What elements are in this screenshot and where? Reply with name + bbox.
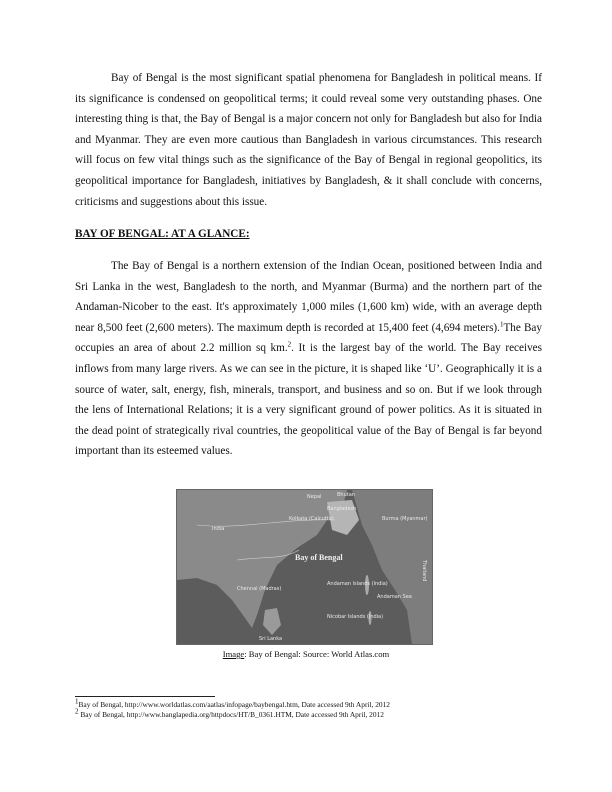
- footnote-1: [75, 697, 390, 709]
- bay-of-bengal-map: [176, 489, 433, 645]
- map-label-bay: Bay of Bengal: [295, 553, 343, 562]
- map-label-kolkata: Kolkata (Calcutta): [289, 516, 334, 522]
- footnote-1-text: Bay of Bengal, http://www.worldatlas.com/aatlas/infopage/baybengal.htm, Date accessed 9th April, 2012: [78, 700, 390, 709]
- intro-paragraph-text: Bay of Bengal is the most significant spatial phenomena for Bangladesh in political means. If its significance is condensed on geopolitical terms; it could reveal some very outstanding phases. One interesting thing is that, the Bay of Bengal is a major concern not only for Bangladesh but also for India and Myanmar. They are even more cautious than Bangladesh in various circumstances. This research will focus on few vital things such as the significance of the Bay of Bengal in regional geopolitics, its geopolitical importance for Bangladesh, initiatives by Bangladesh, & it shall conclude with concerns, criticisms and suggestions about this issue.: [75, 72, 542, 208]
- footnote-ref-1[interactable]: 1: [499, 320, 504, 329]
- map-label-andaman-sea: Andaman Sea: [377, 594, 412, 600]
- caption-text: : Bay of Bengal: Source: World Atlas.com: [244, 649, 390, 659]
- glance-text-part2: The Bay occupies an area of about 2.2 million sq km.: [75, 321, 542, 355]
- glance-paragraph: [75, 256, 542, 462]
- glance-text-part3: . It is the largest bay of the world. The Bay receives inflows from many large rivers. As we can see in the picture, it is shaped like ‘U’. Geographically it is a source of water, salt, energy, fish, minerals, transport, and business and so on. But if we look through the lens of International Relations; it is a very significant ground of power politics. As it is situated in the dead point of strategically rival countries, the geopolitical value of the Bay of Bengal is far beyond important than its esteemed values.: [75, 342, 542, 458]
- map-label-bhutan: Bhutan: [337, 492, 355, 498]
- map-label-sri-lanka: Sri Lanka: [259, 636, 283, 642]
- footnote-1-mark: 1: [75, 697, 79, 706]
- footnote-2: [75, 707, 384, 719]
- map-label-bangladesh: Bangladesh: [327, 506, 357, 512]
- intro-paragraph: [75, 68, 542, 212]
- map-label-chennai: Chennai (Madras): [237, 586, 282, 592]
- map-label-thailand: Thailand: [421, 560, 427, 582]
- map-label-nepal: Nepal: [307, 494, 322, 500]
- figure-caption: [0, 649, 612, 659]
- map-graphic: [177, 490, 432, 644]
- map-label-india: India: [212, 526, 225, 532]
- map-label-burma: Burma (Myanmar): [382, 516, 428, 522]
- footnote-separator: [75, 696, 215, 697]
- footnote-2-text: Bay of Bengal, http://www.banglapedia.org/httpdocs/HT/B_0361.HTM, Date accessed 9th April, 2012: [78, 710, 384, 719]
- glance-text-part1: The Bay of Bengal is a northern extension of the Indian Ocean, positioned between India and Sri Lanka in the west, Bangladesh to the north, and Myanmar (Burma) and the northern part of the Andaman-Nicober to the east. It's approximately 1,000 miles (1,600 km) wide, with an average depth near 8,500 feet (2,600 meters). The maximum depth is recorded at 15,400 feet (4,694 meters).: [75, 260, 542, 334]
- section-heading: BAY OF BENGAL: AT A GLANCE:: [75, 228, 250, 240]
- map-label-andaman-islands: Andaman Islands (India): [327, 581, 388, 587]
- caption-label: Image: [222, 649, 245, 659]
- footnote-ref-2[interactable]: 2: [287, 340, 292, 349]
- footnote-2-mark: 2: [75, 707, 79, 716]
- map-label-nicobar-islands: Nicobar Islands (India): [327, 614, 384, 620]
